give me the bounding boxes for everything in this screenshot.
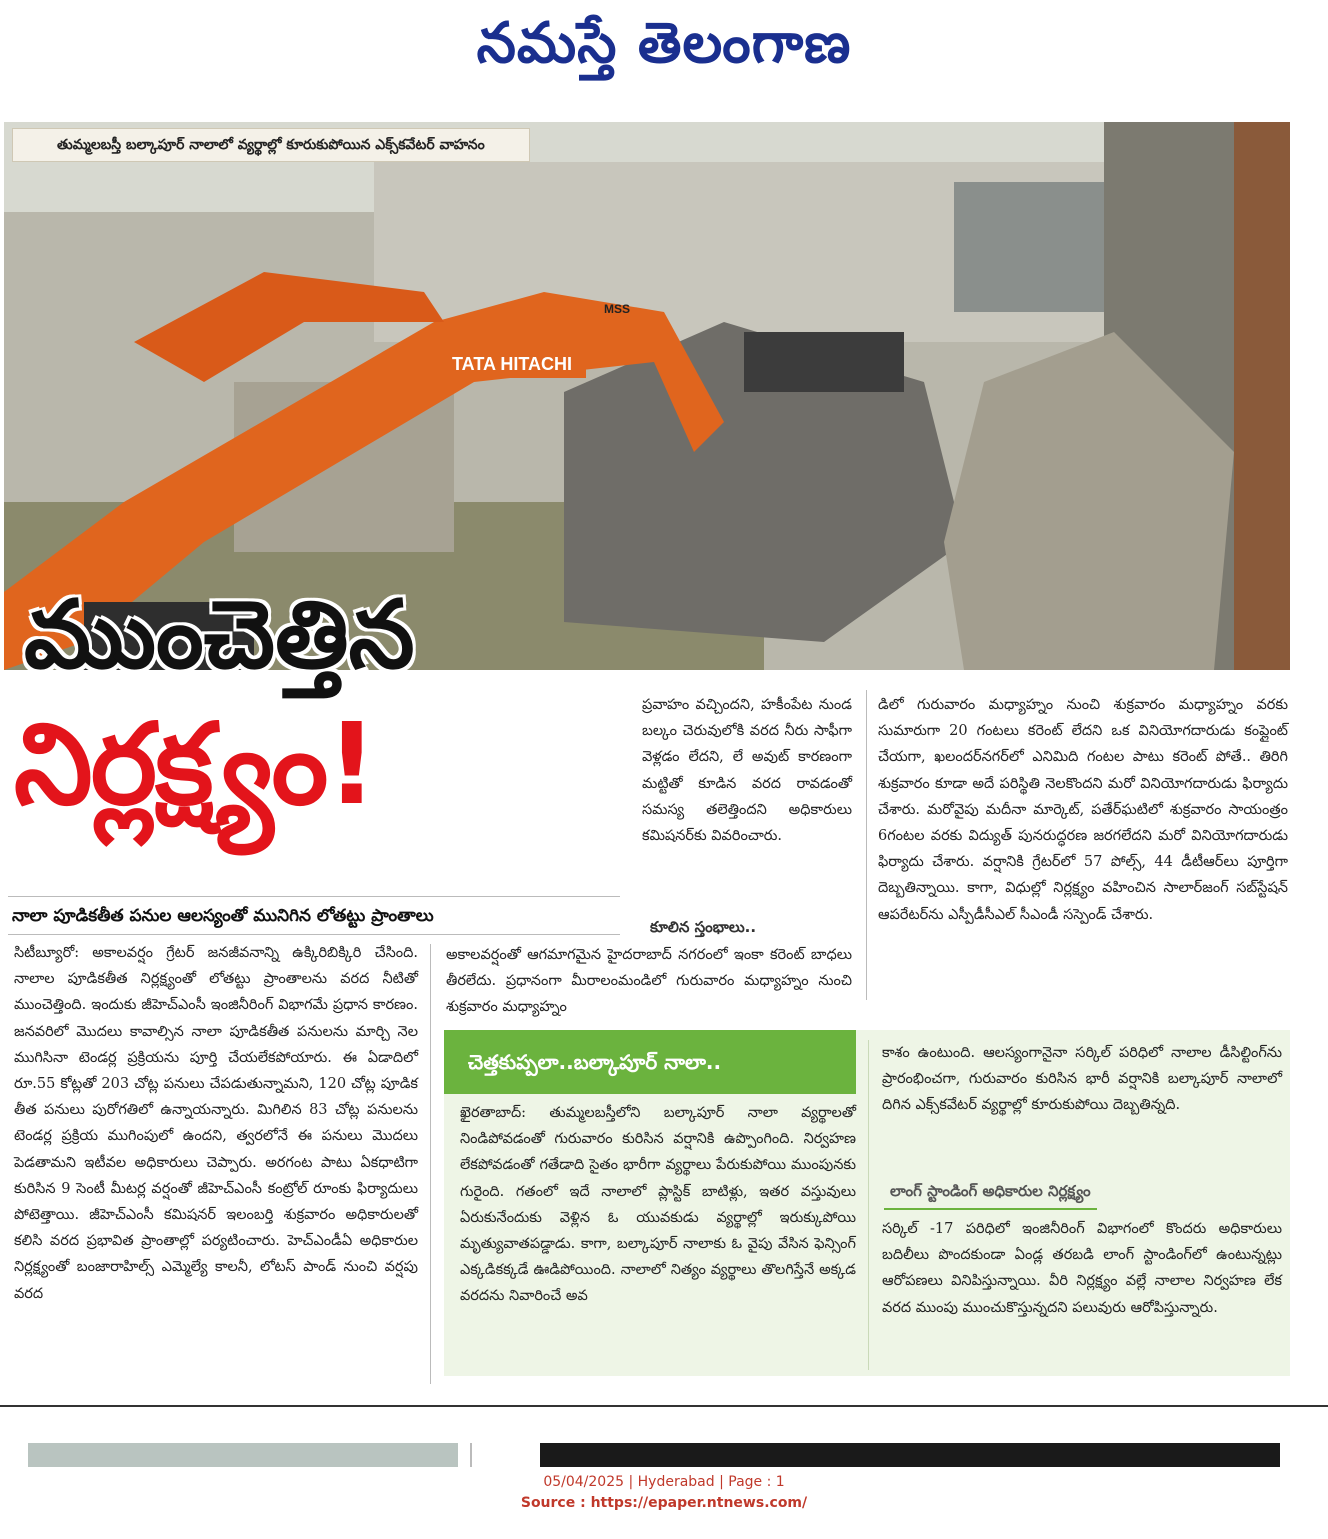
footer-source-line: Source : https://epaper.ntnews.com/	[520, 1495, 808, 1511]
column-3-text: డిలో గురువారం మధ్యాహ్నం నుంచి శుక్రవారం మధ్యాహ్నం వరకు సుమారుగా 20 గంటలు కరెంట్ లేదని ఒక వినియోగదారుడు కంప్లైంట్ చేయగా, ఖలందర్‌నగర్‌లో ఎనిమిది గంటల పాటు కరెంట్ పోతే.. తిరిగి శుక్రవారం కూడా అదే పరిస్థితి నెలకొందని మరో వినియోగదారుడు ఫిర్యాదు చేశారు. మరోవైపు మదీనా మార్కెట్, పతేర్‌ఘటిలో శుక్రవారం సాయంత్రం 6గంటల వరకు విద్యుత్ పునరుద్ధరణ జరగలేదని మరో వినియోగదారుడు ఫిర్యాదు చేశారు. వర్షానికి గ్రేటర్‌లో 57 పోల్స్, 44 డీటీఆర్‌లు పూర్తిగా దెబ్బతిన్నాయి. కాగా, విధుల్లో నిర్లక్ష్యం వహించిన సాలార్‌జంగ్ సబ్‌స్టేషన్ ఆపరేటర్‌ను ఎస్పీడీసీఎల్ సీఎండీ సస్పెండ్ చేశారు.	[878, 697, 1288, 923]
sidebar-story-right	[882, 1040, 1282, 1172]
article-column-2b	[446, 942, 852, 1016]
sidebar-subheading: లాంగ్ స్టాండింగ్ అధికారుల నిర్లక్ష్యం	[884, 1176, 1097, 1210]
column-1-text: సిటీబ్యూరో: అకాలవర్షం గ్రేటర్ జనజీవనాన్ని ఉక్కిరిబిక్కిరి చేసింది. నాలాల పూడికతీత నిర్లక్ష్యంతో లోతట్టు ప్రాంతాలను వరద నీటితో ముంచెత్తింది. ఇందుకు జీహెచ్‌ఎంసీ ఇంజినీరింగ్ విభాగమే ప్రధాన కారణం. జనవరిలో మొదలు కావాల్సిన నాలా పూడికతీత పనులను మార్చి నెల ముగిసినా టెండర్ల ప్రక్రియను పూర్తి చేయలేకపోయారు. ఈ ఏడాదిలో రూ.55 కోట్లతో 203 చోట్ల పనులు చేపడుతున్నామని, 120 చోట్ల పూడిక తీత పనులు పురోగతిలో ఉన్నాయన్నారు. మిగిలిన 83 చోట్ల పనులను టెండర్ల ప్రక్రియ ముగింపులో ఉందని, త్వరలోనే ఈ పనులు మొదలు పెడతామని ఇటీవల అధికారులు చెప్పారు. అరగంట పాటు ఏకధాటిగా కురిసిన 9 సెంటీ మీటర్ల వర్షంతో జీహెచ్‌ఎంసీ కంట్రోల్ రూంకు ఫిర్యాదులు పోటెత్తాయి. జీహెచ్‌ఎంసీ కమిషనర్ ఇలంబర్తి శుక్రవారం అధికారులతో కలిసి వరద ప్రభావిత ప్రాంతాల్లో పర్యటించారు. హెచ్‌ఎండీఏ అధికారుల నిర్లక్ష్యంతో బంజారాహిల్స్ ఎమ్మెల్యే కాలనీ, లోటస్ పాండ్ నుంచి వర్షపు వరద	[14, 945, 418, 1302]
excavator-brand-label: TATA HITACHI	[452, 354, 572, 374]
subhead-rule-bottom	[8, 934, 620, 935]
article-subhead: నాలా పూడికతీత పనుల ఆలస్యంతో మునిగిన లోతట్టు ప్రాంతాలు	[12, 906, 434, 926]
headline-line2: నిర్లక్ష్యం!	[14, 700, 376, 830]
column-divider	[430, 944, 431, 1384]
headline-line1: ముంచెత్తిన	[24, 581, 415, 690]
sidebar-story-right-2	[882, 1216, 1282, 1366]
next-story-strip	[0, 1405, 1328, 1463]
footer-date-line: 05/04/2025 | Hyderabad | Page : 1	[543, 1474, 785, 1490]
sidebar-right-2-text: సర్కిల్ -17 పరిధిలో ఇంజినీరింగ్ విభాగంలో కొందరు అధికారులు బదిలీలు పొందకుండా ఏండ్ల తరబడి లాంగ్ స్టాండింగ్‌లో ఉంటున్నట్లు ఆరోపణలు వినిపిస్తున్నాయి. వీరి నిర్లక్ష్యం వల్లే నాలాల నిర్వహణ లేక వరద ముంపు ముంచుకొస్తున్నదని పలువురు ఆరోపిస్తున్నారు.	[882, 1221, 1282, 1316]
article-column-1	[14, 940, 418, 1390]
column-2b-text: అకాలవర్షంతో ఆగమాగమైన హైదరాబాద్ నగరంలో ఇంకా కరెంట్ బాధలు తీరలేదు. ప్రధానంగా మీరాలంమండిలో గురువారం మధ్యాహ్నం నుంచి శుక్రవారం మధ్యాహ్నం	[446, 947, 852, 1016]
column-2-text: ప్రవాహం వచ్చిందని, హకీంపేట నుండ బల్కం చెరువులోకి వరద నీరు సాఫీగా వెళ్లడం లేదని, లే అవుట్ కారణంగా మట్టితో కూడిన వరద రావడంతో సమస్య తలెత్తిందని అధికారులు కమిషనర్‌కు వివరించారు.	[642, 697, 852, 845]
article-column-2	[642, 692, 852, 888]
box-divider	[868, 1040, 869, 1370]
page-footer	[0, 1472, 1328, 1514]
sidebar-right-text: కాశం ఉంటుంది. ఆలస్యంగానైనా సర్కిల్ పరిధిలో నాలాల డీసిల్టింగ్‌ను ప్రారంభించగా, గురువారం కురిసిన భారీ వర్షానికి బల్కాపూర్ నాలాలో దిగిన ఎక్స్‌కవేటర్ వ్యర్థాల్లో కూరుకుపోయి దెబ్బతిన్నది.	[882, 1045, 1282, 1114]
article-column-3	[878, 692, 1288, 1002]
sidebar-story-title: చెత్తకుప్పలా..బల్కాపూర్ నాలా..	[444, 1030, 856, 1094]
sidebar-story-left	[460, 1100, 856, 1362]
column-divider-2	[866, 690, 867, 1000]
excavator-tag-label: MSS	[604, 302, 631, 316]
sidebar-left-text: ఖైరతాబాద్: తుమ్మలబస్తీలోని బల్కాపూర్ నాలా వ్యర్థాలతో నిండిపోవడంతో గురువారం కురిసిన వర్షానికి ఉప్పొంగింది. నిర్వహణ లేకపోవడంతో గతేడాది సైతం భారీగా వ్యర్థాలు పేరుకుపోయి ముంపునకు గురైంది. గతంలో ఇదే నాలాలో ప్లాస్టిక్ బాటిళ్లు, ఇతర వస్తువులు ఏరుకునేందుకు వెళ్లిన ఓ యువకుడు వ్యర్థాల్లో ఇరుక్కుపోయి మృత్యువాతపడ్డాడు. కాగా, బల్కాపూర్ నాలాకు ఓ వైపు వేసిన ఫెన్సింగ్ ఎక్కడికక్కడే ఊడిపోయింది. నాలాలో నిత్యం వ్యర్థాలు తొలగిస్తేనే అక్కడ వరదను నివారించే అవ	[460, 1105, 856, 1305]
subhead-rule	[8, 896, 620, 897]
photo-caption: తుమ్మలబస్తీ బల్కాపూర్ నాలాలో వ్యర్థాల్లో కూరుకుపోయిన ఎక్స్‌కవేటర్ వాహనం	[12, 128, 530, 162]
side-heading-poles: కూలిన స్తంభాలు..	[650, 918, 757, 936]
masthead: నమస్తే తెలంగాణ	[476, 11, 852, 76]
